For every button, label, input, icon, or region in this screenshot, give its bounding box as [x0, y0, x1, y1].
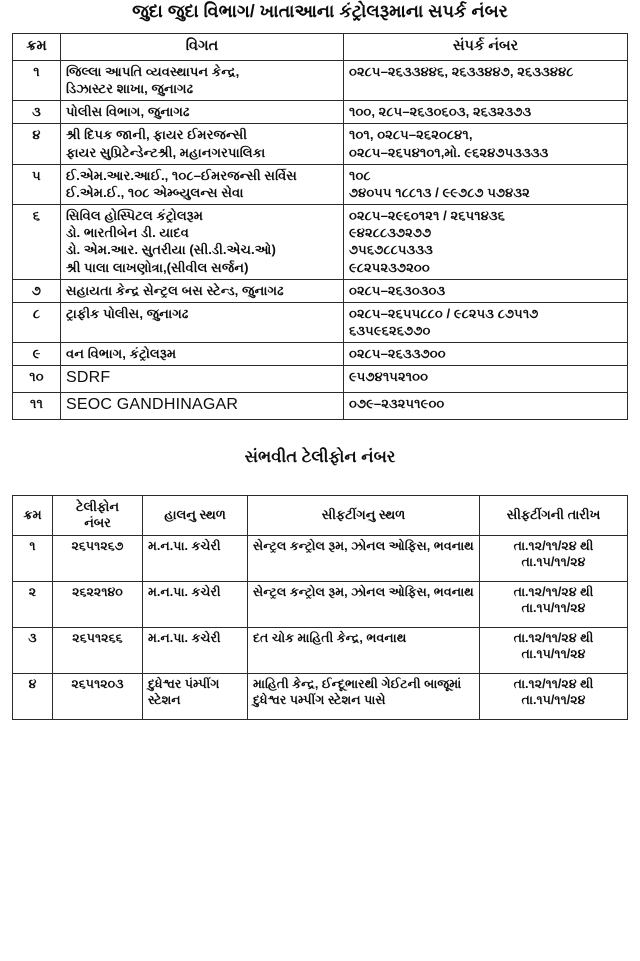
row-index: ૯: [13, 343, 61, 366]
table-row: [13, 536, 628, 582]
row-shifting-date: [480, 674, 628, 720]
row-shifting-date: [480, 628, 628, 674]
row-index: ૩: [13, 628, 53, 674]
row-details-line-1: જિલ્લા આપતિ વ્યવસ્થાપન કેન્દ્ર,: [66, 63, 240, 79]
row-contact: [344, 164, 628, 204]
row-contact: [344, 60, 628, 100]
row-shifting-location: [248, 536, 480, 582]
row-shifting-date-line-1: તા.૧૨/૧૧/૨૪ થી: [513, 539, 594, 554]
row-details: [61, 393, 344, 420]
row-contact: [344, 279, 628, 302]
row-index: ૭: [13, 279, 61, 302]
row-contact: [344, 205, 628, 280]
table-row: [13, 628, 628, 674]
row-phone: ૨૬૫૧૨૦૩: [53, 674, 143, 720]
header-phone-line-1: ટેલીફોન: [76, 498, 119, 514]
row-current-location: [143, 582, 248, 628]
row-details-line-2: ઈ.એમ.ઈ., ૧૦૮ એમ્બ્યુલન્સ સેવા: [66, 184, 244, 200]
row-contact-line-1: ૯૫૭૪૧૫૨૧૦૦: [349, 369, 429, 385]
row-details-line-1: સહાયતા કેન્દ્ર સેન્ટ્રલ બસ સ્ટેન્ડ, જુનાગઢ: [66, 282, 284, 298]
row-index: ૬: [13, 205, 61, 280]
page-title: જુદા જુદા વિભાગ/ ખાતાઆના કંટ્રોલરૂમાના સપર્ક નંબર: [132, 1, 508, 21]
row-details: [61, 205, 344, 280]
row-shifting-date: [480, 536, 628, 582]
row-contact-line-2: ૬૩૫૯૬૨૬૭૭૦: [349, 323, 431, 338]
shifting-table: [12, 495, 628, 720]
row-contact-line-1: ૦૨૮૫–૨૯૬૦૧૨૧ / ૨૬૫૧૪૩૬: [349, 208, 506, 224]
row-contact: [344, 124, 628, 164]
shifting-table-body: [13, 536, 628, 720]
table-row: [13, 101, 628, 124]
header-contact: સંપર્ક નંબર: [344, 34, 628, 61]
row-details-line-1: શ્રી દિપક જાની, ફાયર ઈમરજન્સી: [66, 127, 248, 143]
row-shifting-date-line-2: તા.૧૫/૧૧/૨૪: [521, 601, 586, 616]
row-details: [61, 124, 344, 164]
row-current-location-line-1: મ.ન.પા. કચેરી: [148, 539, 221, 554]
row-shifting-location-line-1: માહિતી કેન્દ્ર, ઈન્દૂભારથી ગેઈટની બાજૂમાં: [253, 677, 462, 692]
row-current-location-line-1: દુધેશ્વર પંમ્પીંગ: [148, 677, 220, 692]
row-details: [61, 164, 344, 204]
row-details: [61, 366, 344, 393]
table-row: [13, 279, 628, 302]
row-contact-line-4: ૯૮૨૫૨૩૭૨૦૦: [349, 259, 430, 275]
row-contact-line-1: ૦૨૮૫–૨૬૫૫૮૮૦ / ૯૮૨૫૩ ૮૭૫૧૭: [349, 305, 539, 321]
table-row: [13, 60, 628, 100]
table-row: [13, 674, 628, 720]
spacer-below-section-title: [12, 467, 628, 495]
row-current-location-line-1: મ.ન.પા. કચેરી: [148, 631, 221, 646]
table-row: [13, 164, 628, 204]
row-shifting-date: [480, 582, 628, 628]
row-index: ૪: [13, 674, 53, 720]
row-contact-line-1: ૦૭૯–૨૩૨૫૧૯૦૦: [349, 396, 445, 412]
contacts-table: [12, 33, 628, 420]
row-contact-line-3: ૭૫૬૭૮૮૫૩૩૩: [349, 242, 433, 258]
header-phone: [53, 495, 143, 535]
row-details-line-1: પોલીસ વિભાગ, જુનાગઢ: [66, 104, 190, 120]
row-details: [61, 60, 344, 100]
header-index: ક્રમ: [13, 495, 53, 535]
row-shifting-date-line-1: તા.૧૨/૧૧/૨૪ થી: [513, 631, 594, 646]
row-current-location: [143, 536, 248, 582]
shifting-table-header-row: [13, 495, 628, 535]
row-contact: [344, 302, 628, 342]
row-contact: [344, 393, 628, 420]
row-shifting-location: [248, 582, 480, 628]
header-current-location: હાલનુ સ્થળ: [143, 495, 248, 535]
row-shifting-location-line-1: દત ચોક માહિતી કેન્દ્ર, ભવનાથ: [253, 631, 407, 646]
row-details-line-1: વન વિભાગ, કંટ્રોલરૂમ: [66, 346, 177, 362]
table-row: [13, 302, 628, 342]
row-shifting-location-line-2: દુધેશ્વર પમ્પીંગ સ્ટેશન પાસે: [253, 693, 386, 708]
section-title: સંભવીત ટેલીફોન નંબર: [244, 447, 396, 466]
row-phone: ૨૬૫૧૨૬૭: [53, 536, 143, 582]
row-index: ૫: [13, 164, 61, 204]
row-phone: ૨૬૫૧૨૬૬: [53, 628, 143, 674]
row-details-line-1: સિવિલ હોસ્પિટલ કંટ્રોલરૂમ: [66, 208, 204, 224]
row-contact-line-1: ૦૨૮૫–૨૬૩૩૪૪૬, ૨૬૩૩૪૪૭, ૨૬૩૩૪૪૮: [349, 63, 574, 79]
row-details-line-3: ડો. એમ.આર. સુતરીયા (સી.ડી.એચ.ઓ): [66, 242, 276, 258]
row-shifting-location-line-1: સેન્ટ્રલ કન્ટ્રોલ રૂમ, ઝોનલ ઓફિસ, ભવનાથ: [253, 539, 474, 554]
row-current-location-line-1: મ.ન.પા. કચેરી: [148, 585, 221, 600]
header-details: વિગત: [61, 34, 344, 61]
row-index: ૨: [13, 582, 53, 628]
row-details-line-4: શ્રી પાલા લાખણોત્રા,(સીવીલ સર્જન): [66, 259, 249, 275]
document-page: [0, 1, 640, 961]
row-current-location-line-2: સ્ટેશન: [148, 693, 181, 708]
row-details-line-1: ઈ.એમ.આર.આઈ., ૧૦૮–ઈમરજન્સી સર્વિસ: [66, 167, 297, 183]
row-contact-line-2: ૭૪૦૫૫ ૧૮૮૧૩ / ૯૯૭૮૭ ૫૭૪૩૨: [349, 184, 530, 200]
row-index: ૮: [13, 302, 61, 342]
row-details-line-2: ડો. ભારતીબેન ડી. યાદવ: [66, 225, 190, 241]
row-contact-line-1: ૧૦૮: [349, 167, 371, 183]
table-row: [13, 366, 628, 393]
row-contact: [344, 101, 628, 124]
contacts-table-header-row: [13, 34, 628, 61]
row-contact-line-2: ૯૪૨૮૮૩૭૨૭૭: [349, 225, 432, 241]
row-index: ૧૦: [13, 366, 61, 393]
row-details: [61, 101, 344, 124]
spacer-above-section-title: [12, 420, 628, 448]
row-details-line-1: SEOC GANDHINAGAR: [66, 396, 239, 414]
row-details: [61, 302, 344, 342]
row-current-location: [143, 628, 248, 674]
row-details-line-1: ટ્રાફીક પોલીસ, જુનાગઢ: [66, 305, 189, 321]
row-shifting-location: [248, 628, 480, 674]
table-row: [13, 343, 628, 366]
row-contact-line-1: ૧૦૦, ૨૮૫–૨૬૩૦૬૦૩, ૨૬૩૨૩૭૩: [349, 104, 532, 120]
row-shifting-date-line-2: તા.૧૫/૧૧/૨૪: [521, 693, 586, 708]
row-index: ૧૧: [13, 393, 61, 420]
row-details-line-2: ફાયર સુપ્રિટેન્ડેન્ટશ્રી, મહાનગરપાલિકા: [66, 144, 266, 160]
header-index: ક્રમ: [13, 34, 61, 61]
header-phone-line-2: નંબર: [84, 515, 111, 530]
header-shifting-date: સીફટીંગની તારીખ: [480, 495, 628, 535]
header-shifting-location: સીફટીંગનુ સ્થળ: [248, 495, 480, 535]
row-shifting-date-line-1: તા.૧૨/૧૧/૨૪ થી: [513, 585, 594, 600]
table-row: [13, 205, 628, 280]
row-shifting-date-line-2: તા.૧૫/૧૧/૨૪: [521, 555, 586, 570]
row-details: [61, 279, 344, 302]
row-contact-line-2: ૦૨૮૫–૨૬૫૪૧૦૧,મો. ૯૬૨૪૭૫૩૩૩૩: [349, 144, 549, 160]
row-shifting-location: [248, 674, 480, 720]
row-phone: ૨૬૨૨૧૪૦: [53, 582, 143, 628]
row-index: ૧: [13, 60, 61, 100]
row-index: ૪: [13, 124, 61, 164]
row-shifting-date-line-1: તા.૧૨/૧૧/૨૪ થી: [513, 677, 594, 692]
row-details-line-1: SDRF: [66, 369, 111, 387]
row-contact-line-1: ૦૨૮૫–૨૬૩૩૭૦૦: [349, 346, 446, 362]
row-contact: [344, 343, 628, 366]
row-details-line-2: ડિઝાસ્ટર શાખા, જુનાગઢ: [66, 81, 194, 97]
contacts-table-body: [13, 60, 628, 419]
row-contact: [344, 366, 628, 393]
row-index: ૧: [13, 536, 53, 582]
row-details: [61, 343, 344, 366]
row-shifting-date-line-2: તા.૧૫/૧૧/૨૪: [521, 647, 586, 662]
row-index: ૩: [13, 101, 61, 124]
table-row: [13, 393, 628, 420]
row-shifting-location-line-1: સેન્ટ્રલ કન્ટ્રોલ રૂમ, ઝોનલ ઓફિસ, ભવનાથ: [253, 585, 474, 600]
table-row: [13, 124, 628, 164]
row-contact-line-1: ૧૦૧, ૦૨૮૫–૨૬૨૦૮૪૧,: [349, 127, 473, 143]
row-current-location: [143, 674, 248, 720]
row-contact-line-1: ૦૨૮૫–૨૬૩૦૩૦૩: [349, 282, 446, 298]
table-row: [13, 582, 628, 628]
